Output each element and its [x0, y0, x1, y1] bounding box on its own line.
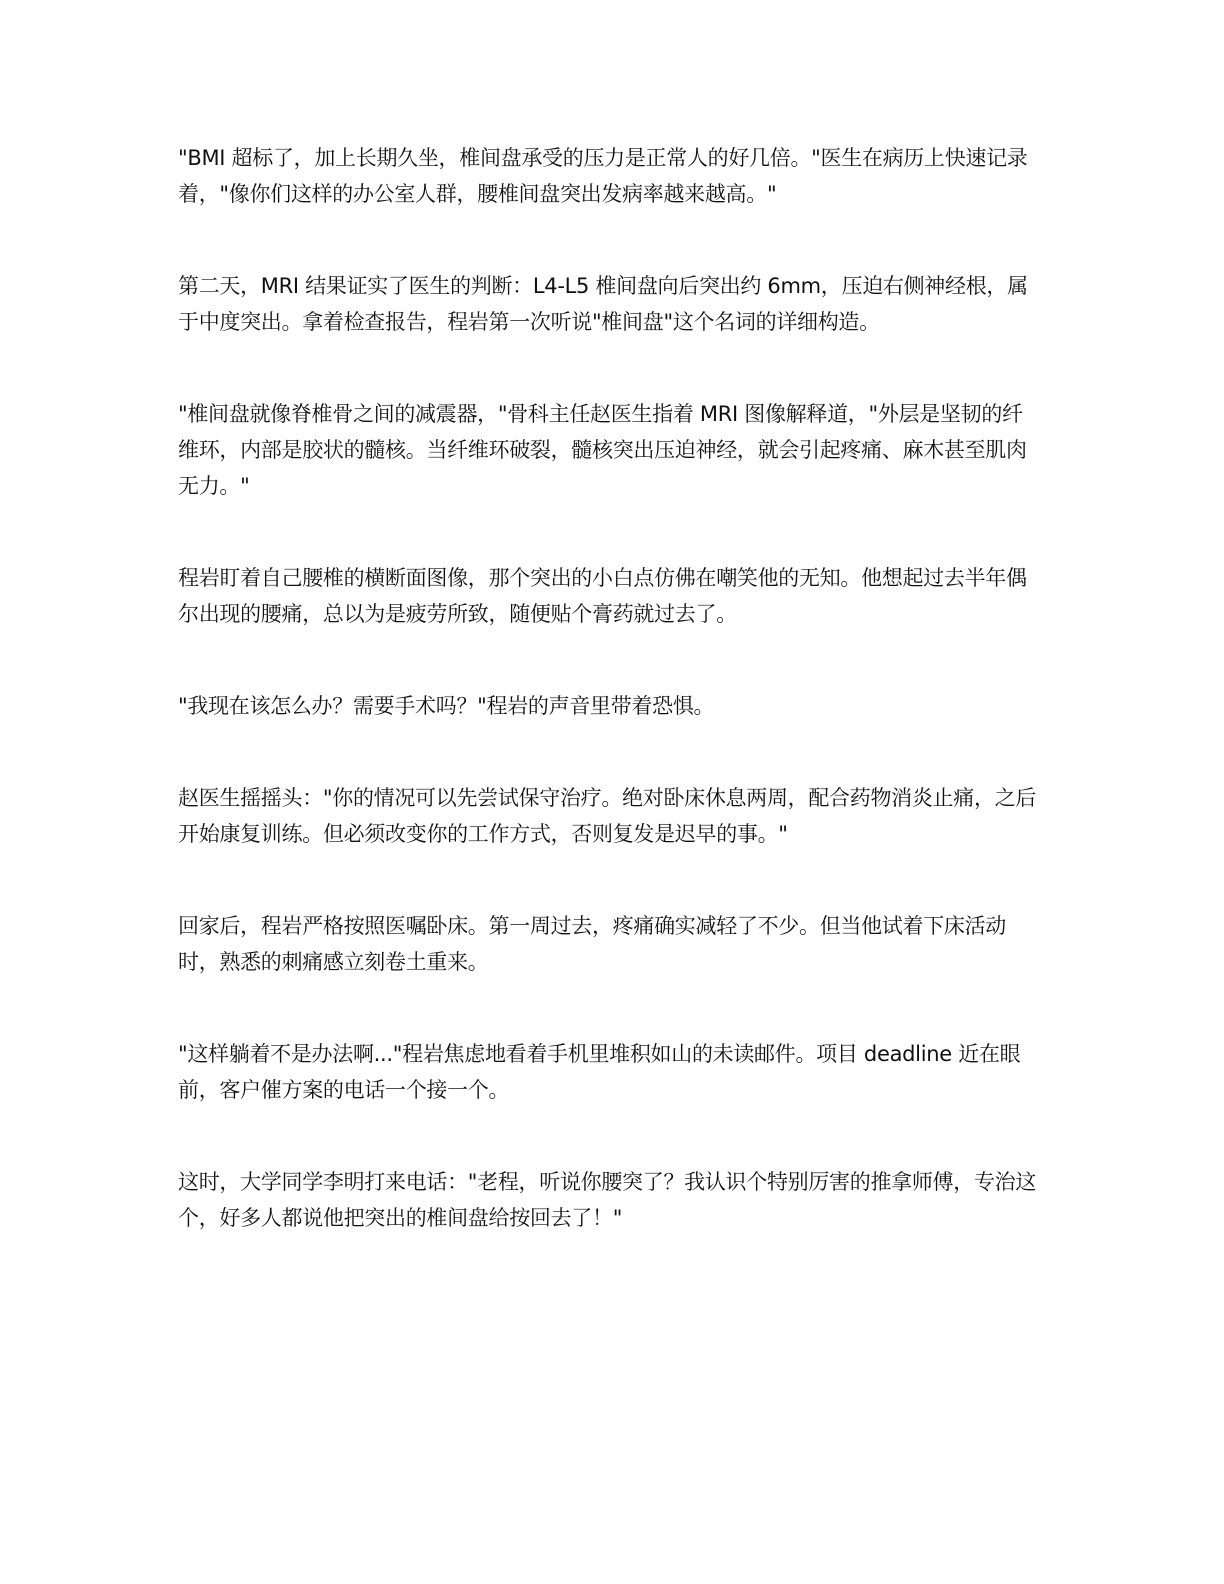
paragraph-9: 这时，大学同学李明打来电话："老程，听说你腰突了？我认识个特别厉害的推拿师傅，专治这个，好多人都说他把突出的椎间盘给按回去了！" [178, 1170, 1037, 1230]
document-body [178, 140, 1040, 1292]
paragraph-6: 赵医生摇摇头："你的情况可以先尝试保守治疗。绝对卧床休息两周，配合药物消炎止痛，之后开始康复训练。但必须改变你的工作方式，否则复发是迟早的事。" [178, 786, 1037, 846]
paragraph-8: "这样躺着不是办法啊..."程岩焦虑地看着手机里堆积如山的未读邮件。项目 deadline 近在眼前，客户催方案的电话一个接一个。 [178, 1042, 1021, 1102]
paragraph-3: "椎间盘就像脊椎骨之间的减震器，"骨科主任赵医生指着 MRI 图像解释道，"外层是坚韧的纤维环，内部是胶状的髓核。当纤维环破裂，髓核突出压迫神经，就会引起疼痛、麻木甚至肌肉无力。" [178, 402, 1027, 498]
paragraph-5: "我现在该怎么办？需要手术吗？"程岩的声音里带着恐惧。 [178, 694, 715, 718]
paragraph-4: 程岩盯着自己腰椎的横断面图像，那个突出的小白点仿佛在嘲笑他的无知。他想起过去半年偶尔出现的腰痛，总以为是疲劳所致，随便贴个膏药就过去了。 [178, 566, 1027, 626]
paragraph-2: 第二天，MRI 结果证实了医生的判断：L4-L5 椎间盘向后突出约 6mm，压迫右侧神经根，属于中度突出。拿着检查报告，程岩第一次听说"椎间盘"这个名词的详细构造。 [178, 274, 1028, 334]
paragraph-1: "BMI 超标了，加上长期久坐，椎间盘承受的压力是正常人的好几倍。"医生在病历上快速记录着，"像你们这样的办公室人群，腰椎间盘突出发病率越来越高。" [178, 146, 1028, 206]
paragraph-7: 回家后，程岩严格按照医嘱卧床。第一周过去，疼痛确实减轻了不少。但当他试着下床活动时，熟悉的刺痛感立刻卷土重来。 [178, 914, 1006, 974]
